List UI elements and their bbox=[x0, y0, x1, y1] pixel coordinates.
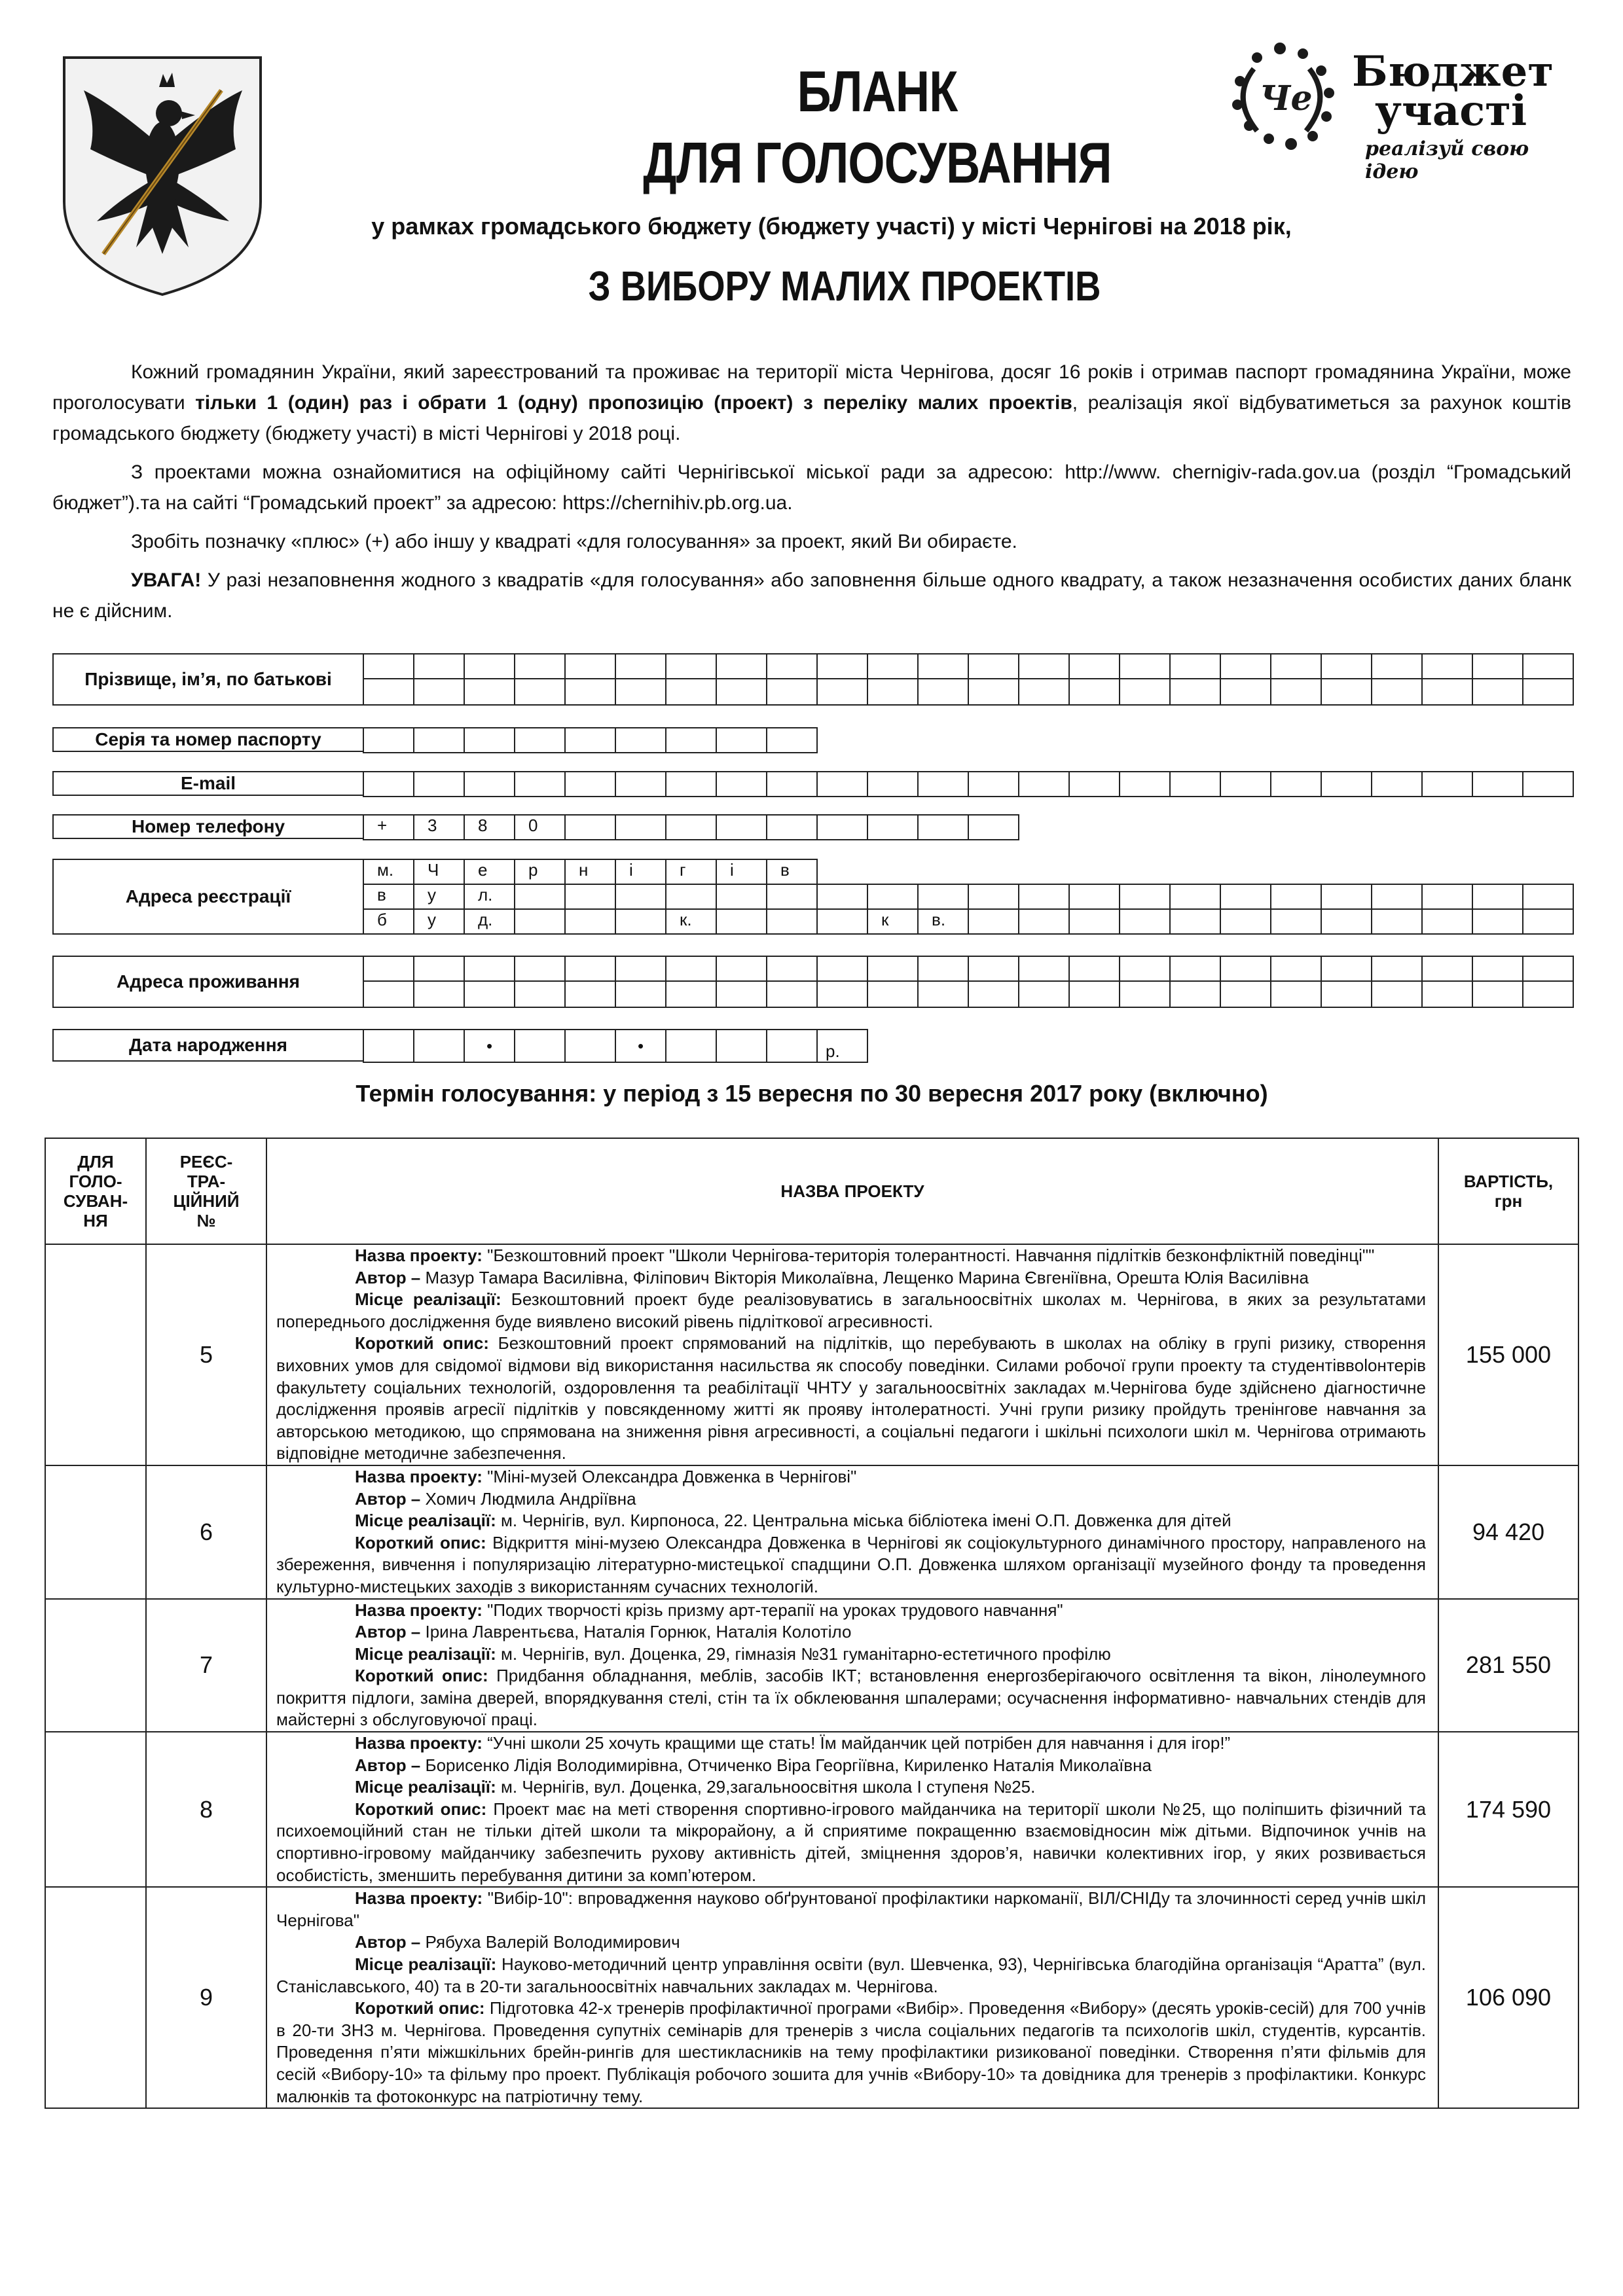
input-cell[interactable] bbox=[414, 1030, 465, 1063]
input-cell[interactable] bbox=[1120, 910, 1171, 935]
input-cell[interactable] bbox=[1523, 679, 1574, 706]
input-cell[interactable] bbox=[364, 982, 414, 1008]
input-cell[interactable] bbox=[616, 885, 666, 910]
project-description: Назва проекту: "Міні-музей Олександра Довженка в Чернігові" Автор – Хомич Людмила Андріївна Місце реалізації: м. Чернігів, вул. Кирпоноса, 22. Центральна міська бібліотека імені О.П. Довженка для дітей Короткий опис: Відкриття міні-музею Олександра Довженка в Чернігові як соціокультурного динамічного простору, направленого на збереження, вивчення і популяризацію літературно-мистецької спадщини О.П. Довженка шляхом організації музейного фонду та проведення культурно-мистецьких заходів з використанням сучасних технологій. bbox=[266, 1465, 1438, 1599]
input-cell[interactable] bbox=[465, 728, 515, 753]
email-field[interactable] bbox=[363, 771, 1574, 797]
input-cell[interactable] bbox=[414, 655, 465, 679]
input-cell[interactable]: к. bbox=[666, 910, 717, 935]
input-cell[interactable] bbox=[666, 885, 717, 910]
input-cell[interactable] bbox=[717, 910, 767, 935]
coat-of-arms-icon bbox=[58, 51, 267, 300]
input-cell[interactable] bbox=[1019, 655, 1070, 679]
table-row bbox=[45, 1244, 1578, 1465]
vote-checkbox[interactable] bbox=[45, 1732, 146, 1887]
project-summary: Відкриття міні-музею Олександра Довженка в Чернігові як соціокультурного динамічного простору, направленого на збереження, вивчення і популяризацію літературно-мистецької спадщини О.П. Довженка шляхом організації музейного фонду та проведення культурно-мистецьких заходів з використанням сучасних технологій. bbox=[276, 1532, 1426, 1596]
input-cell[interactable] bbox=[1271, 885, 1322, 910]
input-cell[interactable] bbox=[1271, 910, 1322, 935]
input-cell[interactable] bbox=[1019, 679, 1070, 706]
input-cell[interactable]: в. bbox=[919, 910, 969, 935]
voting-deadline: Термін голосування: у період з 15 вересня по 30 вересня 2017 року (включно) bbox=[356, 1080, 1268, 1107]
input-cell[interactable] bbox=[465, 679, 515, 706]
input-cell[interactable] bbox=[717, 728, 767, 753]
project-name: "Безкоштовний проект "Школи Чернігова-територія толерантності. Навчання підлітків безконфліктній поведінці"" bbox=[487, 1246, 1375, 1265]
input-cell[interactable] bbox=[1019, 885, 1070, 910]
input-cell[interactable]: д. bbox=[465, 910, 515, 935]
input-cell[interactable] bbox=[364, 772, 414, 797]
input-cell[interactable] bbox=[818, 957, 868, 982]
input-cell[interactable]: б bbox=[364, 910, 414, 935]
input-cell[interactable] bbox=[566, 728, 616, 753]
input-cell[interactable]: 0 bbox=[515, 816, 566, 840]
input-cell[interactable] bbox=[515, 772, 566, 797]
input-cell[interactable] bbox=[666, 728, 717, 753]
input-cell[interactable] bbox=[1372, 655, 1423, 679]
table-row bbox=[45, 1465, 1578, 1599]
table-header-row bbox=[45, 1138, 1578, 1244]
vote-checkbox[interactable] bbox=[45, 1599, 146, 1732]
input-cell[interactable] bbox=[566, 1030, 616, 1063]
project-author: Рябуха Валерій Володимирович bbox=[425, 1932, 680, 1952]
header-cost: ВАРТІСТЬ, грн bbox=[1438, 1138, 1578, 1244]
project-author: Хомич Людмила Андріївна bbox=[425, 1488, 636, 1509]
input-cell[interactable] bbox=[515, 957, 566, 982]
input-cell[interactable]: у bbox=[414, 885, 465, 910]
input-cell[interactable] bbox=[1372, 957, 1423, 982]
input-cell[interactable] bbox=[969, 655, 1019, 679]
input-cell[interactable]: + bbox=[364, 816, 414, 840]
input-cell[interactable] bbox=[1473, 655, 1523, 679]
input-cell[interactable] bbox=[767, 679, 818, 706]
input-cell[interactable] bbox=[767, 982, 818, 1008]
project-name: "Міні-музей Олександра Довженка в Чернігові" bbox=[487, 1466, 857, 1486]
instructions-eligibility: Кожний громадянин України, який зареєстрований та проживає на території міста Чернігова, досяг 16 років і отримав паспорт громадянина України, може проголосувати тільки 1 (один) раз і обрати 1 (одну) пропозицію (проект) з переліку малих проектів, реалізація якої відбуватиметься за рахунок коштів громадського бюджету (бюджету участі) в місті Чернігові у 2018 році. bbox=[52, 361, 1571, 444]
project-description: Назва проекту: "Безкоштовний проект "Школи Чернігова-територія толерантності. Навчання підлітків безконфліктній поведінці"" Автор – Мазур Тамара Василівна, Філіпович Вікторія Миколаївна, Лещенко Марина Євгеніївна, Орешта Юлія Василівна Місце реалізації: Безкоштовний проект буде реалізовуватись в загальноосвітніх школах м. Чернігова, в яких за результатами попереднього дослідження буде виявлено високий рівень підліткової агресивності. Короткий опис: Безкоштовний проект спрямований на підлітків, що перебувають в школах на обліку в групі ризику, створення виховних умов для свідомої відмови від використання насильства як способу поведінки. Силами робочої групи проекту та студентіввolонтерів факультету соціальних технологій, оздоровлення та реабілітації ЧНТУ у загальноосвітніх закладах м.Чернігова буде здійснено діагностичне дослідження проявів агресії підлітків у повсякденному житті як прояву інтолератності. Учні групи ризику пройдуть тренінгове навчання за авторською методикою, що спрямована на зниження рівня агресивності, а соціальні педагоги і шкільні психологи шкіл м. Чернігова отримають відповідне методичне забезпечення. bbox=[266, 1244, 1438, 1465]
input-cell[interactable] bbox=[1171, 655, 1221, 679]
input-cell[interactable] bbox=[364, 1030, 414, 1063]
input-cell[interactable]: і bbox=[717, 860, 767, 885]
input-cell[interactable] bbox=[666, 772, 717, 797]
project-author: Борисенко Лідія Володимирівна, Отчиченко Віра Георгіївна, Кириленко Наталія Миколаївна bbox=[425, 1755, 1152, 1775]
input-cell[interactable] bbox=[566, 910, 616, 935]
input-cell[interactable] bbox=[969, 885, 1019, 910]
input-cell[interactable]: г bbox=[666, 860, 717, 885]
input-cell[interactable] bbox=[1322, 655, 1372, 679]
project-summary: Підготовка 42-х тренерів профілактичної програми «Вибір». Проведення «Вибору» (десять уроків-сесій) для 700 учнів в 20-ти ЗНЗ м. Чернігова. Проведення супутніх семінарів для тренерів з числа соціальних педагогів та психологів шкіл, студентів, курсантів. Проведення п’яти міжшкільних брейн-рингів для шестикласників на тему профілактики ризикованої поведінки. Створення п’яти фільмів для сесій «Вибору-10» та фільму про проект. Публікація робочого зошита для учнів «Вибору-10» та довідника для тренерів з профілактики. Конкурс малюнків та фотоконкурс на патріотичну тему. bbox=[276, 1998, 1426, 2106]
passport-field[interactable] bbox=[363, 727, 818, 753]
input-cell[interactable] bbox=[717, 816, 767, 840]
input-cell[interactable] bbox=[969, 957, 1019, 982]
table-row bbox=[45, 1599, 1578, 1732]
project-cost: 174 590 bbox=[1438, 1732, 1578, 1887]
input-cell[interactable] bbox=[818, 679, 868, 706]
input-cell[interactable] bbox=[1473, 910, 1523, 935]
header-vote: ДЛЯ ГОЛО- СУВАН- НЯ bbox=[45, 1138, 146, 1244]
input-cell[interactable] bbox=[1070, 885, 1120, 910]
input-cell[interactable] bbox=[1120, 655, 1171, 679]
input-cell[interactable] bbox=[465, 772, 515, 797]
input-cell[interactable] bbox=[919, 816, 969, 840]
registration-number: 9 bbox=[146, 1887, 266, 2108]
input-cell[interactable]: р. bbox=[818, 1030, 868, 1063]
input-cell[interactable] bbox=[566, 679, 616, 706]
project-cost: 281 550 bbox=[1438, 1599, 1578, 1732]
input-cell[interactable] bbox=[818, 655, 868, 679]
input-cell[interactable] bbox=[767, 728, 818, 753]
input-cell[interactable]: е bbox=[465, 860, 515, 885]
input-cell[interactable] bbox=[465, 982, 515, 1008]
input-cell[interactable] bbox=[1473, 885, 1523, 910]
input-cell[interactable] bbox=[1070, 679, 1120, 706]
input-cell[interactable] bbox=[818, 885, 868, 910]
input-cell[interactable] bbox=[1473, 772, 1523, 797]
input-cell[interactable] bbox=[767, 772, 818, 797]
input-cell[interactable] bbox=[1523, 982, 1574, 1008]
project-place: Науково-методичний центр управління освіти (вул. Шевченка, 93), Чернігівська благодійна організація “Аратта” (вул. Станіславського, 40) та в 20-ти загальноосвітніх навчальних закладах м. Чернігова. bbox=[276, 1954, 1426, 1996]
input-cell[interactable] bbox=[1019, 982, 1070, 1008]
registration-number: 6 bbox=[146, 1465, 266, 1599]
input-cell[interactable]: в bbox=[364, 885, 414, 910]
input-cell[interactable]: 3 bbox=[414, 816, 465, 840]
input-cell[interactable] bbox=[1523, 957, 1574, 982]
input-cell[interactable] bbox=[1372, 772, 1423, 797]
input-cell[interactable] bbox=[969, 679, 1019, 706]
project-summary: Безкоштовний проект спрямований на підлітків, що перебувають в школах на обліку в групі ризику, створення виховних умов для свідомої відмови від використання насильства як способу поведінки. Силами робочої групи проекту та студентіввolонтерів факультету соціальних технологій, оздоровлення та реабілітації ЧНТУ у загальноосвітніх закладах м.Чернігова буде здійснено діагностичне дослідження проявів агресії підлітків у повсякденному житті як прояву інтолератності. Учні групи ризику пройдуть тренінгове навчання за авторською методикою, що спрямована на зниження рівня агресивності, а соціальні педагоги і шкільні психологи шкіл м. Чернігова отримають відповідне методичне забезпечення. bbox=[276, 1333, 1426, 1463]
passport-label: Серія та номер паспорту bbox=[52, 727, 364, 752]
input-cell[interactable] bbox=[717, 655, 767, 679]
input-cell[interactable] bbox=[969, 910, 1019, 935]
input-cell[interactable] bbox=[566, 982, 616, 1008]
input-cell[interactable] bbox=[818, 816, 868, 840]
input-cell[interactable] bbox=[414, 982, 465, 1008]
input-cell[interactable] bbox=[616, 728, 666, 753]
input-cell[interactable] bbox=[1322, 957, 1372, 982]
input-cell[interactable] bbox=[414, 957, 465, 982]
table-row bbox=[45, 1732, 1578, 1887]
input-cell[interactable] bbox=[515, 982, 566, 1008]
project-name: “Учні школи 25 хочуть кращими ще стать! Їм майданчик цей потрібен для навчання і для ігор!” bbox=[487, 1733, 1231, 1753]
input-cell[interactable]: • bbox=[616, 1030, 666, 1063]
input-cell[interactable] bbox=[616, 982, 666, 1008]
input-cell[interactable] bbox=[868, 816, 919, 840]
input-cell[interactable] bbox=[515, 910, 566, 935]
input-cell[interactable] bbox=[1070, 982, 1120, 1008]
project-author: Мазур Тамара Василівна, Філіпович Вікторія Миколаївна, Лещенко Марина Євгеніївна, Орешта Юлія Василівна bbox=[425, 1267, 1309, 1287]
input-cell[interactable] bbox=[1372, 679, 1423, 706]
birth-date-label: Дата народження bbox=[52, 1029, 364, 1062]
vote-checkbox[interactable] bbox=[45, 1465, 146, 1599]
input-cell[interactable] bbox=[1372, 982, 1423, 1008]
input-cell[interactable] bbox=[364, 728, 414, 753]
input-cell[interactable] bbox=[1070, 655, 1120, 679]
input-cell[interactable]: і bbox=[616, 860, 666, 885]
input-cell[interactable] bbox=[767, 655, 818, 679]
input-cell[interactable] bbox=[1322, 772, 1372, 797]
input-cell[interactable] bbox=[1221, 679, 1271, 706]
input-cell[interactable] bbox=[666, 957, 717, 982]
input-cell[interactable] bbox=[1171, 982, 1221, 1008]
input-cell[interactable] bbox=[1423, 957, 1473, 982]
input-cell[interactable] bbox=[1322, 885, 1372, 910]
input-cell[interactable] bbox=[616, 772, 666, 797]
input-cell[interactable] bbox=[666, 816, 717, 840]
input-cell[interactable] bbox=[1120, 885, 1171, 910]
input-cell[interactable] bbox=[1523, 885, 1574, 910]
input-cell[interactable] bbox=[717, 957, 767, 982]
input-cell[interactable] bbox=[414, 772, 465, 797]
input-cell[interactable] bbox=[1423, 910, 1473, 935]
form-title-small-projects: З ВИБОРУ МАЛИХ ПРОЕКТІВ bbox=[588, 262, 1101, 310]
input-cell[interactable]: в bbox=[767, 860, 818, 885]
input-cell[interactable] bbox=[566, 885, 616, 910]
phone-label: Номер телефону bbox=[52, 814, 364, 839]
project-place: Безкоштовний проект буде реалізовуватись в загальноосвітніх школах м. Чернігова, в яких за результатами попереднього дослідження буде виявлено високий рівень підліткової агресивності. bbox=[276, 1289, 1426, 1331]
registration-street-field[interactable] bbox=[363, 884, 1574, 935]
input-cell[interactable] bbox=[1221, 982, 1271, 1008]
email-label: E-mail bbox=[52, 771, 364, 796]
input-cell[interactable] bbox=[414, 728, 465, 753]
input-cell[interactable] bbox=[1120, 982, 1171, 1008]
input-cell[interactable] bbox=[1271, 655, 1322, 679]
input-cell[interactable] bbox=[868, 885, 919, 910]
input-cell[interactable] bbox=[666, 982, 717, 1008]
vote-checkbox[interactable] bbox=[45, 1244, 146, 1465]
input-cell[interactable] bbox=[515, 885, 566, 910]
input-cell[interactable] bbox=[1271, 957, 1322, 982]
input-cell[interactable] bbox=[919, 655, 969, 679]
form-title-line2: ДЛЯ ГОЛОСУВАННЯ bbox=[643, 130, 1112, 195]
input-cell[interactable] bbox=[666, 1030, 717, 1063]
input-cell[interactable] bbox=[1019, 957, 1070, 982]
input-cell[interactable] bbox=[465, 655, 515, 679]
input-cell[interactable] bbox=[1322, 982, 1372, 1008]
input-cell[interactable] bbox=[1372, 885, 1423, 910]
input-cell[interactable] bbox=[1423, 679, 1473, 706]
project-place: м. Чернігів, вул. Доценка, 29,загальноосвітня школа І ступеня №25. bbox=[501, 1777, 1036, 1797]
input-cell[interactable] bbox=[717, 982, 767, 1008]
instructions-mark: Зробіть позначку «плюс» (+) або іншу у квадраті «для голосування» за проект, який Ви обираєте. bbox=[131, 531, 1017, 552]
input-cell[interactable] bbox=[969, 982, 1019, 1008]
input-cell[interactable] bbox=[465, 957, 515, 982]
input-cell[interactable] bbox=[767, 910, 818, 935]
input-cell[interactable] bbox=[616, 816, 666, 840]
input-cell[interactable] bbox=[1473, 982, 1523, 1008]
input-cell[interactable] bbox=[414, 679, 465, 706]
input-cell[interactable] bbox=[515, 679, 566, 706]
input-cell[interactable] bbox=[515, 655, 566, 679]
input-cell[interactable] bbox=[1171, 772, 1221, 797]
input-cell[interactable] bbox=[1171, 679, 1221, 706]
instructions-links: З проектами можна ознайомитися на офіційному сайті Чернігівської міської ради за адресою: http://www. chernigiv-rada.gov.ua (розділ “Громадський бюджет”).та на сайті “Громадський проект” за адресою: https://chernihiv.pb.org.ua. bbox=[52, 461, 1571, 514]
input-cell[interactable] bbox=[717, 885, 767, 910]
input-cell[interactable] bbox=[919, 957, 969, 982]
input-cell[interactable] bbox=[919, 982, 969, 1008]
input-cell[interactable] bbox=[818, 982, 868, 1008]
input-cell[interactable] bbox=[868, 772, 919, 797]
input-cell[interactable] bbox=[1523, 772, 1574, 797]
input-cell[interactable] bbox=[616, 679, 666, 706]
input-cell[interactable] bbox=[1221, 885, 1271, 910]
input-cell[interactable]: м. bbox=[364, 860, 414, 885]
input-cell[interactable] bbox=[364, 679, 414, 706]
logo-line1: Бюджет bbox=[1352, 47, 1554, 96]
input-cell[interactable] bbox=[868, 655, 919, 679]
input-cell[interactable] bbox=[868, 982, 919, 1008]
input-cell[interactable] bbox=[666, 679, 717, 706]
input-cell[interactable]: л. bbox=[465, 885, 515, 910]
input-cell[interactable] bbox=[919, 679, 969, 706]
input-cell[interactable] bbox=[1120, 957, 1171, 982]
instructions-warning: УВАГА! У разі незаповнення жодного з квадратів «для голосування» або заповнення більше одного квадрату, а також незазначення особистих даних бланк не є дійсним. bbox=[52, 569, 1571, 622]
input-cell[interactable] bbox=[515, 1030, 566, 1063]
input-cell[interactable] bbox=[616, 655, 666, 679]
input-cell[interactable] bbox=[566, 957, 616, 982]
instructions bbox=[52, 357, 1571, 634]
project-name: "Подих творчості крізь призму арт-терапії на уроках трудового навчання" bbox=[487, 1600, 1063, 1620]
form-subtitle: у рамках громадського бюджету (бюджету участі) у місті Чернігові на 2018 рік, bbox=[371, 213, 1292, 240]
project-place: м. Чернігів, вул. Доценка, 29, гімназія №31 гуманітарно-естетичного профілю bbox=[501, 1643, 1111, 1664]
input-cell[interactable] bbox=[1473, 679, 1523, 706]
input-cell[interactable] bbox=[1473, 957, 1523, 982]
form-title: БЛАНК bbox=[797, 59, 958, 124]
input-cell[interactable] bbox=[767, 885, 818, 910]
input-cell[interactable] bbox=[566, 772, 616, 797]
input-cell[interactable] bbox=[1171, 957, 1221, 982]
project-description: Назва проекту: “Учні школи 25 хочуть кращими ще стать! Їм майданчик цей потрібен для навчання і для ігор!” Автор – Борисенко Лідія Володимирівна, Отчиченко Віра Георгіївна, Кириленко Наталія Миколаївна Місце реалізації: м. Чернігів, вул. Доценка, 29,загальноосвітня школа І ступеня №25. Короткий опис: Проект має на меті створення спортивно-ігрового майданчика на території школи №25, що поліпшить фізичний та психоемоційний стан не тільки дітей школи та мікрорайону, а й сприятиме покращенню взаємовідносин між дітьми. Відпочинок учнів на спортивно-ігровому майданчику забезпечить рухову активність дітей, зміцнення здоров’я, навички колективних ігор, у яких розвивається особистість, зменшить перебування дитини за комп’ютером. bbox=[266, 1732, 1438, 1887]
project-cost: 94 420 bbox=[1438, 1465, 1578, 1599]
input-cell[interactable]: Ч bbox=[414, 860, 465, 885]
project-place: м. Чернігів, вул. Кирпоноса, 22. Центральна міська бібліотека імені О.П. Довженка для дітей bbox=[501, 1511, 1231, 1531]
input-cell[interactable] bbox=[969, 772, 1019, 797]
input-cell[interactable]: 8 bbox=[465, 816, 515, 840]
input-cell[interactable] bbox=[818, 772, 868, 797]
input-cell[interactable] bbox=[1070, 772, 1120, 797]
input-cell[interactable] bbox=[1019, 910, 1070, 935]
input-cell[interactable] bbox=[767, 1030, 818, 1063]
svg-text:Че: Че bbox=[1260, 79, 1313, 118]
project-cost: 106 090 bbox=[1438, 1887, 1578, 2108]
project-description: Назва проекту: "Вибір-10": впровадження науково обґрунтованої профілактики наркоманії, ВІЛ/СНІДу та злочинності серед учнів шкіл Чернігова" Автор – Рябуха Валерій Володимирович Місце реалізації: Науково-методичний центр управління освіти (вул. Шевченка, 93), Чернігівська благодійна організація “Аратта” (вул. Станіславського, 40) та в 20-ти загальноосвітніх навчальних закладах м. Чернігова. Короткий опис: Підготовка 42-х тренерів профілактичної програми «Вибір». Проведення «Вибору» (десять уроків-сесій) для 700 учнів в 20-ти ЗНЗ м. Чернігова. Проведення супутніх семінарів для тренерів з числа соціальних педагогів та психологів шкіл, студентів, курсантів. Проведення п’яти міжшкільних брейн-рингів для шестикласників на тему профілактики ризикованої поведінки. Створення п’яти фільмів для сесій «Вибору-10» та фільму про проект. Публікація робочого зошита для учнів «Вибору-10» та довідника для тренерів з профілактики. Конкурс малюнків та фотоконкурс на патріотичну тему. bbox=[266, 1887, 1438, 2108]
project-name: "Вибір-10": впровадження науково обґрунтованої профілактики наркоманії, ВІЛ/СНІДу та злочинності серед учнів шкіл Чернігова" bbox=[276, 1888, 1426, 1930]
input-cell[interactable]: • bbox=[465, 1030, 515, 1063]
project-cost: 155 000 bbox=[1438, 1244, 1578, 1465]
vote-checkbox[interactable] bbox=[45, 1887, 146, 2108]
input-cell[interactable] bbox=[1171, 910, 1221, 935]
input-cell[interactable] bbox=[364, 655, 414, 679]
input-cell[interactable] bbox=[767, 816, 818, 840]
project-author: Ірина Лаврентьєва, Наталія Горнюк, Наталія Колотіло bbox=[425, 1622, 852, 1642]
input-cell[interactable] bbox=[616, 957, 666, 982]
input-cell[interactable] bbox=[1423, 885, 1473, 910]
input-cell[interactable] bbox=[1271, 982, 1322, 1008]
input-cell[interactable] bbox=[818, 910, 868, 935]
input-cell[interactable] bbox=[868, 679, 919, 706]
input-cell[interactable] bbox=[1322, 679, 1372, 706]
input-cell[interactable] bbox=[919, 772, 969, 797]
input-cell[interactable] bbox=[1221, 772, 1271, 797]
input-cell[interactable] bbox=[1070, 957, 1120, 982]
input-cell[interactable]: у bbox=[414, 910, 465, 935]
input-cell[interactable] bbox=[566, 655, 616, 679]
input-cell[interactable] bbox=[717, 679, 767, 706]
registration-number: 5 bbox=[146, 1244, 266, 1465]
input-cell[interactable] bbox=[364, 957, 414, 982]
input-cell[interactable] bbox=[1120, 772, 1171, 797]
input-cell[interactable] bbox=[1322, 910, 1372, 935]
full-name-field[interactable] bbox=[363, 653, 1574, 706]
birth-date-field[interactable] bbox=[363, 1029, 868, 1063]
project-description: Назва проекту: "Подих творчості крізь призму арт-терапії на уроках трудового навчання" Автор – Ірина Лаврентьєва, Наталія Горнюк, Наталія Колотіло Місце реалізації: м. Чернігів, вул. Доценка, 29, гімназія №31 гуманітарно-естетичного профілю Короткий опис: Придбання обладнання, меблів, засобів ІКТ; встановлення енергозберігаючого освітлення та вікон, лінолеумного покриття підлоги, заміна дверей, впорядкування стелі, стін та їх обклеювання шпалерами; осучаснення інформативно- навчальних стендів для майстерні з обслуговуючої праці. bbox=[266, 1599, 1438, 1732]
input-cell[interactable] bbox=[566, 816, 616, 840]
input-cell[interactable]: р bbox=[515, 860, 566, 885]
input-cell[interactable] bbox=[1372, 910, 1423, 935]
input-cell[interactable] bbox=[1523, 910, 1574, 935]
living-address-field[interactable] bbox=[363, 956, 1574, 1008]
input-cell[interactable] bbox=[1221, 957, 1271, 982]
input-cell[interactable] bbox=[919, 885, 969, 910]
header-project-name: НАЗВА ПРОЕКТУ bbox=[266, 1138, 1438, 1244]
living-address-label: Адреса проживання bbox=[52, 956, 364, 1008]
input-cell[interactable] bbox=[1070, 910, 1120, 935]
registration-number: 8 bbox=[146, 1732, 266, 1887]
input-cell[interactable] bbox=[1271, 679, 1322, 706]
input-cell[interactable] bbox=[1120, 679, 1171, 706]
budget-logo bbox=[1218, 39, 1584, 190]
project-summary: Проект має на меті створення спортивно-ігрового майданчика на території школи №25, що поліпшить фізичний та психоемоційний стан не тільки дітей школи та мікрорайону, а й сприятиме покращенню взаємовідносин між дітьми. Відпочинок учнів на спортивно-ігровому майданчику забезпечить рухову активність дітей, зміцнення здоров’я, навички колективних ігор, у яких розвивається особистість, зменшить перебування дитини за комп’ютером. bbox=[276, 1799, 1426, 1885]
input-cell[interactable] bbox=[717, 1030, 767, 1063]
input-cell[interactable] bbox=[1423, 982, 1473, 1008]
input-cell[interactable]: н bbox=[566, 860, 616, 885]
logo-tagline: реалізуй свою ідею bbox=[1365, 137, 1529, 183]
registration-city-field[interactable] bbox=[363, 859, 818, 885]
table-row bbox=[45, 1887, 1578, 2108]
input-cell[interactable] bbox=[666, 655, 717, 679]
input-cell[interactable] bbox=[1221, 910, 1271, 935]
registration-address-label: Адреса реєстрації bbox=[52, 859, 364, 935]
input-cell[interactable] bbox=[616, 910, 666, 935]
header-registration-number: РЕЄС- ТРА- ЦІЙНИЙ № bbox=[146, 1138, 266, 1244]
project-summary: Придбання обладнання, меблів, засобів ІКТ; встановлення енергозберігаючого освітлення та вікон, лінолеумного покриття підлоги, заміна дверей, впорядкування стелі, стін та їх обклеювання шпалерами; осучаснення інформативно- навчальних стендів для майстерні з обслуговуючої праці. bbox=[276, 1666, 1426, 1730]
input-cell[interactable] bbox=[515, 728, 566, 753]
input-cell[interactable] bbox=[868, 957, 919, 982]
input-cell[interactable] bbox=[1019, 772, 1070, 797]
input-cell[interactable] bbox=[1221, 655, 1271, 679]
input-cell[interactable] bbox=[1423, 655, 1473, 679]
input-cell[interactable]: к bbox=[868, 910, 919, 935]
input-cell[interactable] bbox=[717, 772, 767, 797]
input-cell[interactable] bbox=[1171, 885, 1221, 910]
input-cell[interactable] bbox=[1523, 655, 1574, 679]
full-name-label: Прізвище, ім’я, по батькові bbox=[52, 653, 364, 706]
logo-line2: участі bbox=[1375, 86, 1527, 135]
phone-field[interactable] bbox=[363, 814, 1019, 840]
input-cell[interactable] bbox=[1271, 772, 1322, 797]
registration-number: 7 bbox=[146, 1599, 266, 1732]
input-cell[interactable] bbox=[767, 957, 818, 982]
input-cell[interactable] bbox=[1423, 772, 1473, 797]
input-cell[interactable] bbox=[969, 816, 1019, 840]
projects-table bbox=[45, 1138, 1579, 2109]
